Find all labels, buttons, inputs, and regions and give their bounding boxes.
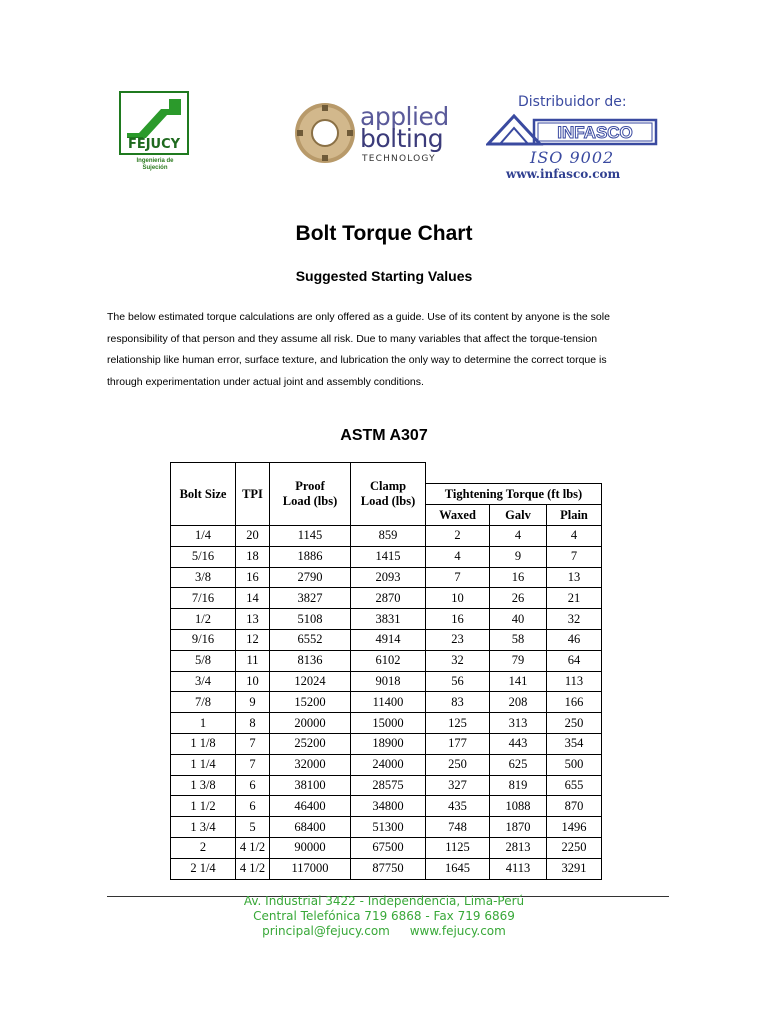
cell-clamp-load: 24000 xyxy=(351,754,426,775)
cell-proof-load: 2790 xyxy=(270,567,351,588)
cell-waxed: 23 xyxy=(426,629,490,650)
cell-bolt-size: 5/8 xyxy=(171,650,236,671)
cell-galv: 9 xyxy=(490,546,547,567)
cell-waxed: 16 xyxy=(426,609,490,630)
cell-plain: 354 xyxy=(547,733,602,754)
table-row xyxy=(171,609,602,630)
cell-plain: 7 xyxy=(547,546,602,567)
cell-bolt-size: 1/2 xyxy=(171,609,236,630)
cell-proof-load: 20000 xyxy=(270,713,351,734)
cell-waxed: 56 xyxy=(426,671,490,692)
header-proof-line2: Load (lbs) xyxy=(282,494,338,508)
cell-bolt-size: 9/16 xyxy=(171,629,236,650)
header-clamp-line1: Clamp xyxy=(369,479,407,493)
torque-table-wrapper xyxy=(170,462,602,880)
cell-plain: 13 xyxy=(547,567,602,588)
cell-plain: 64 xyxy=(547,650,602,671)
cell-plain: 3291 xyxy=(547,858,602,879)
cell-plain: 21 xyxy=(547,588,602,609)
cell-tpi: 11 xyxy=(236,650,270,671)
applied-logo-line3: TECHNOLOGY xyxy=(362,154,436,164)
table-row xyxy=(171,713,602,734)
cell-tpi: 18 xyxy=(236,546,270,567)
header-tightening-torque: Tightening Torque (ft lbs) xyxy=(426,484,602,505)
header-waxed: Waxed xyxy=(426,505,490,526)
cell-plain: 32 xyxy=(547,609,602,630)
cell-clamp-load: 6102 xyxy=(351,650,426,671)
cell-galv: 208 xyxy=(490,692,547,713)
cell-plain: 1496 xyxy=(547,817,602,838)
footer-phone: Central Telefónica 719 6868 - Fax 719 6869 xyxy=(253,909,515,923)
cell-galv: 2813 xyxy=(490,837,547,858)
header-spacer xyxy=(426,463,602,484)
cell-tpi: 5 xyxy=(236,817,270,838)
cell-waxed: 32 xyxy=(426,650,490,671)
footer-contact xyxy=(0,924,768,939)
applied-logo-line2: bolting xyxy=(360,124,444,153)
cell-galv: 79 xyxy=(490,650,547,671)
cell-waxed: 125 xyxy=(426,713,490,734)
table-row xyxy=(171,775,602,796)
intro-paragraph xyxy=(107,307,667,393)
torque-table-body xyxy=(171,526,602,880)
cell-galv: 40 xyxy=(490,609,547,630)
fejucy-logo xyxy=(119,91,191,172)
cell-galv: 443 xyxy=(490,733,547,754)
cell-proof-load: 15200 xyxy=(270,692,351,713)
cell-clamp-load: 28575 xyxy=(351,775,426,796)
cell-proof-load: 3827 xyxy=(270,588,351,609)
cell-bolt-size: 1 1/8 xyxy=(171,733,236,754)
table-row xyxy=(171,629,602,650)
cell-tpi: 6 xyxy=(236,796,270,817)
cell-bolt-size: 2 xyxy=(171,837,236,858)
cell-galv: 625 xyxy=(490,754,547,775)
cell-waxed: 83 xyxy=(426,692,490,713)
applied-bolting-logo xyxy=(292,96,462,166)
page-title: Bolt Torque Chart xyxy=(295,222,473,245)
header-plain: Plain xyxy=(547,505,602,526)
infasco-mark-icon xyxy=(486,112,658,148)
page-subtitle: Suggested Starting Values xyxy=(295,268,473,284)
cell-waxed: 10 xyxy=(426,588,490,609)
cell-proof-load: 32000 xyxy=(270,754,351,775)
header-tpi: TPI xyxy=(236,463,270,526)
header-proof-load xyxy=(270,463,351,526)
table-row xyxy=(171,858,602,879)
cell-plain: 166 xyxy=(547,692,602,713)
cell-proof-load: 8136 xyxy=(270,650,351,671)
cell-tpi: 4 1/2 xyxy=(236,858,270,879)
cell-bolt-size: 7/16 xyxy=(171,588,236,609)
torque-table xyxy=(170,462,602,880)
cell-proof-load: 25200 xyxy=(270,733,351,754)
fejucy-logo-name: FEJUCY xyxy=(122,138,186,152)
cell-galv: 819 xyxy=(490,775,547,796)
table-row xyxy=(171,754,602,775)
cell-clamp-load: 3831 xyxy=(351,609,426,630)
cell-tpi: 6 xyxy=(236,775,270,796)
cell-bolt-size: 5/16 xyxy=(171,546,236,567)
table-row xyxy=(171,567,602,588)
table-row xyxy=(171,671,602,692)
cell-proof-load: 46400 xyxy=(270,796,351,817)
table-row xyxy=(171,817,602,838)
header-clamp-load xyxy=(351,463,426,526)
cell-clamp-load: 859 xyxy=(351,526,426,547)
intro-line: responsibility of that person and they assume all risk. Due to many variables that affect the torque-tension xyxy=(107,332,598,345)
header-proof-line1: Proof xyxy=(295,479,325,493)
cell-tpi: 7 xyxy=(236,754,270,775)
cell-waxed: 1125 xyxy=(426,837,490,858)
cell-tpi: 10 xyxy=(236,671,270,692)
cell-clamp-load: 18900 xyxy=(351,733,426,754)
cell-clamp-load: 2870 xyxy=(351,588,426,609)
cell-proof-load: 6552 xyxy=(270,629,351,650)
cell-tpi: 13 xyxy=(236,609,270,630)
cell-bolt-size: 2 1/4 xyxy=(171,858,236,879)
cell-proof-load: 1145 xyxy=(270,526,351,547)
cell-galv: 16 xyxy=(490,567,547,588)
cell-bolt-size: 7/8 xyxy=(171,692,236,713)
intro-line: through experimentation under actual joint and assembly conditions. xyxy=(107,375,424,388)
fejucy-logo-mark xyxy=(119,91,189,155)
cell-galv: 1870 xyxy=(490,817,547,838)
washer-icon xyxy=(292,100,358,166)
table-row xyxy=(171,837,602,858)
cell-galv: 4 xyxy=(490,526,547,547)
cell-tpi: 16 xyxy=(236,567,270,588)
cell-proof-load: 12024 xyxy=(270,671,351,692)
cell-clamp-load: 87750 xyxy=(351,858,426,879)
cell-tpi: 12 xyxy=(236,629,270,650)
infasco-logo xyxy=(486,94,658,181)
cell-galv: 1088 xyxy=(490,796,547,817)
cell-clamp-load: 15000 xyxy=(351,713,426,734)
infasco-logo-name: INFASCO xyxy=(557,123,633,142)
cell-tpi: 20 xyxy=(236,526,270,547)
table-row xyxy=(171,733,602,754)
infasco-distributor-label: Distribuidor de: xyxy=(518,94,627,110)
cell-proof-load: 1886 xyxy=(270,546,351,567)
header-galv: Galv xyxy=(490,505,547,526)
cell-waxed: 177 xyxy=(426,733,490,754)
cell-proof-load: 90000 xyxy=(270,837,351,858)
cell-waxed: 327 xyxy=(426,775,490,796)
cell-clamp-load: 2093 xyxy=(351,567,426,588)
cell-tpi: 14 xyxy=(236,588,270,609)
cell-clamp-load: 67500 xyxy=(351,837,426,858)
cell-galv: 313 xyxy=(490,713,547,734)
header-clamp-line2: Load (lbs) xyxy=(360,494,416,508)
table-row xyxy=(171,650,602,671)
cell-galv: 58 xyxy=(490,629,547,650)
cell-tpi: 4 1/2 xyxy=(236,837,270,858)
footer xyxy=(0,894,768,939)
cell-proof-load: 5108 xyxy=(270,609,351,630)
footer-address: Av. Industrial 3422 - Independencia, Lima-Perú xyxy=(243,894,525,908)
cell-waxed: 748 xyxy=(426,817,490,838)
cell-clamp-load: 9018 xyxy=(351,671,426,692)
footer-website: www.fejucy.com xyxy=(409,924,506,938)
footer-email: principal@fejucy.com xyxy=(262,924,390,938)
table-row xyxy=(171,692,602,713)
cell-plain: 870 xyxy=(547,796,602,817)
cell-clamp-load: 11400 xyxy=(351,692,426,713)
cell-tpi: 7 xyxy=(236,733,270,754)
cell-bolt-size: 1 3/4 xyxy=(171,817,236,838)
intro-line: relationship like human error, surface texture, and lubrication the only way to determine the correct torque is xyxy=(107,354,607,366)
cell-plain: 2250 xyxy=(547,837,602,858)
cell-bolt-size: 1 3/8 xyxy=(171,775,236,796)
fejucy-tagline-line1: Ingenieria de xyxy=(136,158,174,164)
table-row xyxy=(171,526,602,547)
cell-waxed: 7 xyxy=(426,567,490,588)
cell-waxed: 4 xyxy=(426,546,490,567)
cell-clamp-load: 1415 xyxy=(351,546,426,567)
cell-bolt-size: 3/8 xyxy=(171,567,236,588)
cell-plain: 655 xyxy=(547,775,602,796)
cell-galv: 141 xyxy=(490,671,547,692)
cell-bolt-size: 1 1/4 xyxy=(171,754,236,775)
cell-plain: 4 xyxy=(547,526,602,547)
infasco-web: www.infasco.com xyxy=(506,167,621,181)
cell-tpi: 8 xyxy=(236,713,270,734)
cell-proof-load: 38100 xyxy=(270,775,351,796)
cell-bolt-size: 1 xyxy=(171,713,236,734)
fejucy-tagline-line2: Sujeción xyxy=(142,165,168,171)
infasco-iso: ISO 9002 xyxy=(530,148,615,167)
cell-bolt-size: 3/4 xyxy=(171,671,236,692)
cell-proof-load: 117000 xyxy=(270,858,351,879)
cell-waxed: 250 xyxy=(426,754,490,775)
table-row xyxy=(171,796,602,817)
intro-line: The below estimated torque calculations are only offered as a guide. Use of its content by anyone is the sole xyxy=(107,311,610,323)
applied-logo-line1: applied xyxy=(360,102,449,131)
table-row xyxy=(171,546,602,567)
spec-heading: ASTM A307 xyxy=(340,427,428,444)
cell-plain: 113 xyxy=(547,671,602,692)
cell-waxed: 1645 xyxy=(426,858,490,879)
header-bolt-size: Bolt Size xyxy=(171,463,236,526)
fejucy-tagline xyxy=(119,158,191,172)
cell-waxed: 2 xyxy=(426,526,490,547)
cell-tpi: 9 xyxy=(236,692,270,713)
cell-clamp-load: 4914 xyxy=(351,629,426,650)
cell-galv: 26 xyxy=(490,588,547,609)
cell-bolt-size: 1/4 xyxy=(171,526,236,547)
cell-plain: 500 xyxy=(547,754,602,775)
cell-galv: 4113 xyxy=(490,858,547,879)
cell-clamp-load: 51300 xyxy=(351,817,426,838)
cell-bolt-size: 1 1/2 xyxy=(171,796,236,817)
logo-row xyxy=(0,88,768,188)
cell-proof-load: 68400 xyxy=(270,817,351,838)
cell-plain: 46 xyxy=(547,629,602,650)
table-row xyxy=(171,588,602,609)
cell-clamp-load: 34800 xyxy=(351,796,426,817)
cell-plain: 250 xyxy=(547,713,602,734)
cell-waxed: 435 xyxy=(426,796,490,817)
